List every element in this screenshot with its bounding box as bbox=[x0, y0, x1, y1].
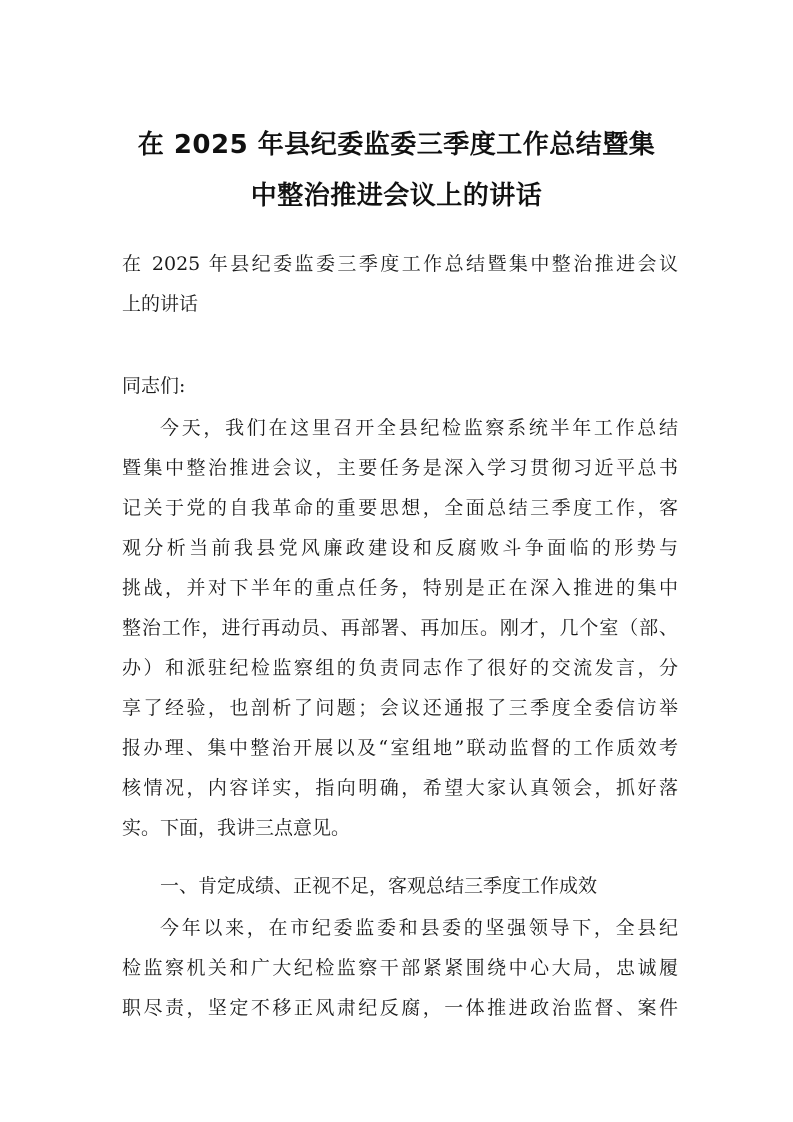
paragraph-line: 观分析当前我县党风廉政建设和反腐败斗争面临的形势与 bbox=[122, 537, 678, 559]
paragraph-opening bbox=[122, 408, 678, 848]
paragraph-line: 报办理、集中整治开展以及“室组地”联动监督的工作质效考 bbox=[122, 737, 678, 759]
paragraph-line: 享了经验，也剖析了问题；会议还通报了三季度全委信访举 bbox=[122, 697, 678, 719]
paragraph-achievements bbox=[122, 908, 678, 1028]
salutation bbox=[122, 366, 678, 406]
paragraph-line: 记关于党的自我革命的重要思想，全面总结三季度工作，客 bbox=[122, 497, 678, 519]
title-line: 中整治推进会议上的讲话 bbox=[250, 181, 543, 211]
paragraph-line: 整治工作，进行再动员、再部署、再加压。刚才，几个室（部、 bbox=[122, 617, 678, 639]
title-line: 在 2025 年县纪委监委三季度工作总结暨集 bbox=[137, 130, 656, 160]
paragraph-line: 今年以来，在市纪委监委和县委的坚强领导下，全县纪 bbox=[160, 917, 678, 939]
paragraph-line: 暨集中整治推进会议，主要任务是深入学习贯彻习近平总书 bbox=[122, 457, 678, 479]
subtitle-line: 上的讲话 bbox=[122, 293, 199, 315]
paragraph-line: 核情况，内容详实，指向明确，希望大家认真领会，抓好落 bbox=[122, 777, 678, 799]
salutation-text: 同志们: bbox=[122, 375, 186, 397]
paragraph-line: 办）和派驻纪检监察组的负责同志作了很好的交流发言，分 bbox=[122, 657, 678, 679]
subtitle-line: 在 2025 年县纪委监委三季度工作总结暨集中整治推进会议 bbox=[122, 253, 678, 275]
document-title bbox=[110, 120, 683, 222]
paragraph-line: 今天，我们在这里召开全县纪检监察系统半年工作总结 bbox=[160, 417, 678, 439]
heading-text: 一、肯定成绩、正视不足，客观总结三季度工作成效 bbox=[160, 875, 598, 897]
subtitle bbox=[122, 244, 678, 324]
paragraph-line: 检监察机关和广大纪检监察干部紧紧围绕中心大局，忠诚履 bbox=[122, 957, 678, 979]
paragraph-line: 实。下面，我讲三点意见。 bbox=[122, 817, 351, 839]
paragraph-line: 挑战，并对下半年的重点任务，特别是正在深入推进的集中 bbox=[122, 577, 678, 599]
section-heading-1 bbox=[122, 866, 678, 906]
paragraph-line: 职尽责，坚定不移正风肃纪反腐，一体推进政治监督、案件 bbox=[122, 997, 678, 1019]
